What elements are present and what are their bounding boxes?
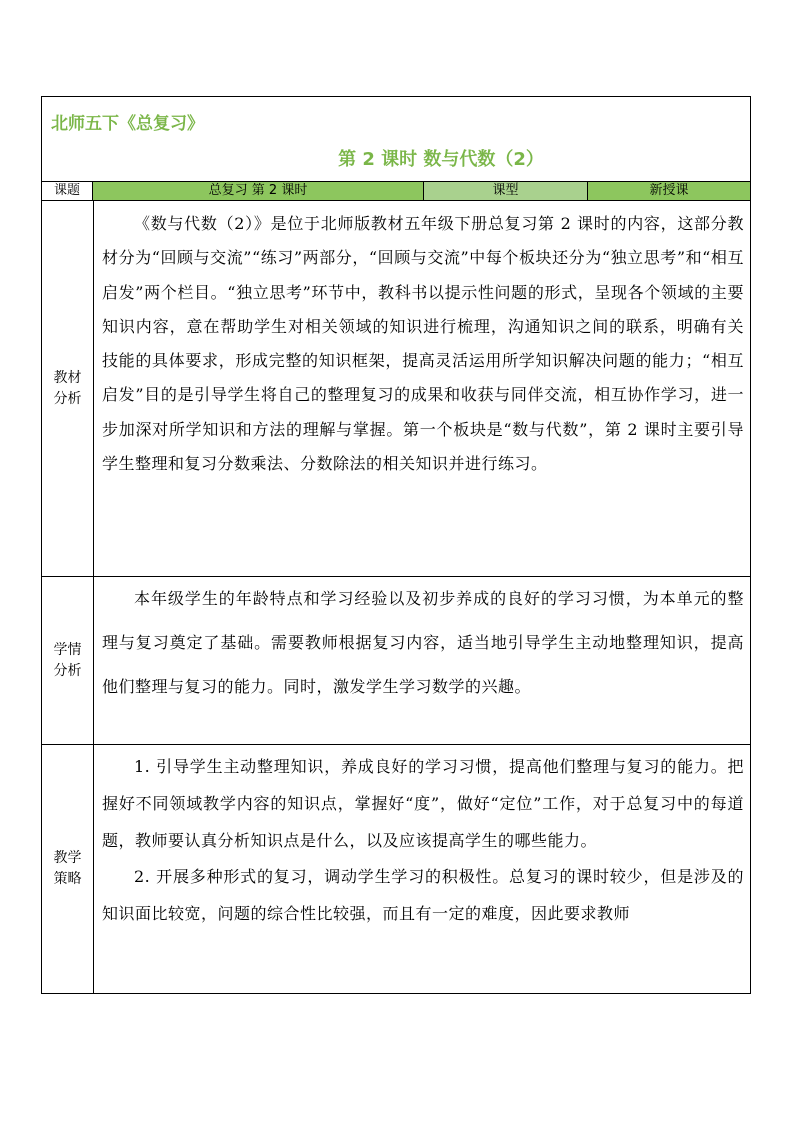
paragraph: 2. 开展多种形式的复习，调动学生学习的积极性。总复习的课时较少，但是涉及的知识面比较宽，问题的综合性比较强，而且有一定的难度，因此要求教师 [102, 867, 744, 924]
topic-label: 课题 [42, 182, 93, 200]
lesson-title: 第 2 课时 数与代数（2） [338, 149, 544, 170]
lesson-plan-table [41, 96, 751, 994]
section-body [93, 745, 750, 993]
section-label: 教材分析 [42, 201, 94, 576]
section-student-analysis [42, 577, 750, 745]
info-row [42, 181, 750, 201]
paragraph: 《数与代数（2）》是位于北师版教材五年级下册总复习第 2 课时的内容，这部分教材分为“回顾与交流”“练习”两部分，“回顾与交流”中每个板块还分为“独立思考”和“相互启发”两个栏目。“独立思考”环节中，教科书以提示性问题的形式，呈现各个领域的主要知识内容，意在帮助学生对相关领域的知识进行梳理，沟通知识之间的联系，明确有关技能的具体要求，形成完整的知识框架，提高灵活运用所学知识解决问题的能力；“相互启发”目的是引导学生将自己的整理复习的成果和收获与同伴交流，相互协作学习，进一步加深对所学知识和方法的理解与掌握。第一个板块是“数与代数”，第 2 课时主要引导学生整理和复习分数乘法、分数除法的相关知识并进行练习。 [102, 214, 744, 474]
section-teaching-strategy [42, 745, 750, 993]
section-textbook-analysis [42, 201, 750, 577]
paragraph: 1. 引导学生主动整理知识，养成良好的学习习惯，提高他们整理与复习的能力。把握好不同领域教学内容的知识点，掌握好“度”，做好“定位”工作，对于总复习中的每道题，教师要认真分析知识点是什么，以及应该提高学生的哪些能力。 [102, 757, 744, 850]
section-body [93, 577, 750, 744]
series-title: 北师五下《总复习》 [51, 114, 204, 134]
paragraph: 本年级学生的年龄特点和学习经验以及初步养成的良好的学习习惯，为本单元的整理与复习奠定了基础。需要教师根据复习内容，适当地引导学生主动地整理知识，提高他们整理与复习的能力。同时，激发学生学习数学的兴趣。 [102, 589, 744, 696]
type-label: 课型 [424, 182, 588, 200]
topic-value: 总复习 第 2 课时 [93, 182, 424, 200]
section-body [93, 201, 750, 576]
section-label: 学情分析 [42, 577, 94, 744]
type-value: 新授课 [588, 182, 750, 200]
section-label: 教学策略 [42, 745, 94, 993]
